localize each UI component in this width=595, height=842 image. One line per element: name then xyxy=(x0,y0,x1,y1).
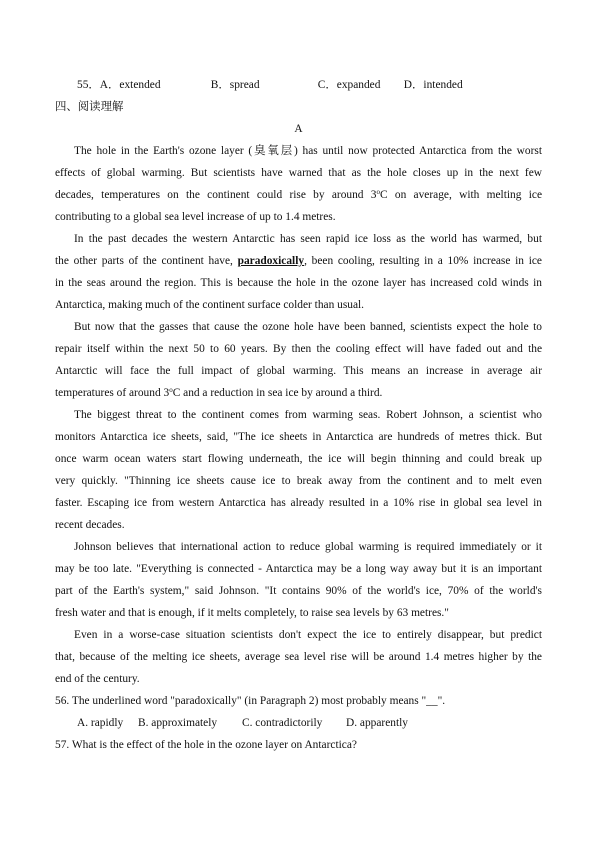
degree-superscript: o xyxy=(376,188,380,196)
option-c: C．expanded xyxy=(317,79,381,91)
paragraph-2 xyxy=(55,232,542,313)
question-55-options xyxy=(55,78,542,93)
option-d: D．intended xyxy=(403,79,463,91)
paragraph-6 xyxy=(55,628,542,687)
question-56-stem: 56. The underlined word "paradoxically" (in Paragraph 2) most probably means "__". xyxy=(55,695,446,707)
text-line: faster. Escaping ice from western Antarctica has already resulted in a 10% rise in global sea level in xyxy=(55,497,542,509)
passage-title: A xyxy=(294,123,303,135)
option-a: A．extended xyxy=(99,79,161,91)
question-55-number: 55． xyxy=(77,79,100,91)
paragraph-1 xyxy=(55,144,542,225)
degree-superscript: o xyxy=(169,386,173,394)
section-heading: 四、阅读理解 xyxy=(55,101,124,113)
paragraph-3 xyxy=(55,320,542,401)
text-line: Johnson believes that international action to reduce global warming is required immediately or it xyxy=(74,541,542,553)
text-line: end of the century. xyxy=(55,673,140,685)
paragraph-5 xyxy=(55,540,542,621)
option-d: D. apparently xyxy=(346,717,408,729)
option-c: C. contradictorily xyxy=(242,717,323,729)
text-line: But now that the gasses that cause the ozone hole have been banned, scientists expect the hole to xyxy=(74,321,542,333)
text-line: part of the Earth's system," said Johnson. "It contains 90% of the world's ice, 70% of the world's xyxy=(55,585,542,597)
text-line: Antarctica, making much of the continent surface colder than usual. xyxy=(55,299,365,311)
text-line: temperatures of around 3$^o$C and a reduction in sea ice by around a third. xyxy=(55,386,383,399)
option-b: B．spread xyxy=(210,79,260,91)
option-b: B. approximately xyxy=(138,717,218,729)
underlined-keyword: paradoxically xyxy=(237,255,305,267)
text-line: effects of global warming. But scientists have warned that as the hole closes up in the next few xyxy=(55,167,542,179)
text-line: Even in a worse-case situation scientists don't expect the ice to entirely disappear, but predict xyxy=(74,629,542,641)
option-a: A. rapidly xyxy=(77,717,124,729)
text-line: recent decades. xyxy=(55,519,125,531)
exam-page xyxy=(55,78,542,760)
text-line: that, because of the melting ice sheets, average sea level rise will be around 1.4 metres higher by the xyxy=(55,651,542,663)
text-line: Antarctic will face the full impact of global warming. This means an increase in average air xyxy=(55,365,542,377)
text-line: decades, temperatures on the continent could rise by around 3$^o$C on average, with melting ice xyxy=(55,188,542,201)
text-line: monitors Antarctica ice sheets, said, "The ice sheets in Antarctica are hundreds of metres thick. But xyxy=(55,431,542,443)
text-line: The biggest threat to the continent comes from warming seas. Robert Johnson, a scientist who xyxy=(74,409,542,421)
text-line: the other parts of the continent have, paradoxically, been cooling, resulting in a 10% increase in ice xyxy=(55,255,542,267)
question-57-stem: 57. What is the effect of the hole in the ozone layer on Antarctica? xyxy=(55,739,357,751)
text-line: In the past decades the western Antarctic has seen rapid ice loss as the world has warmed, but xyxy=(74,233,542,245)
text-line: once warm ocean waters start flowing underneath, the ice will begin thinning and could break up xyxy=(55,453,542,465)
question-56-options xyxy=(55,716,542,731)
paragraph-4 xyxy=(55,408,542,533)
text-line: The hole in the Earth's ozone layer (臭氧层) has until now protected Antarctica from the worst xyxy=(74,145,542,157)
text-line: repair itself within the next 50 to 60 years. By then the cooling effect will have faded out and the xyxy=(55,343,542,355)
text-line: in the seas around the region. This is because the hole in the ozone layer has increased cold winds in xyxy=(55,277,542,289)
text-line: very quickly. "Thinning ice sheets cause ice to break away from the continent and to melt even xyxy=(55,475,542,487)
text-line: fresh water and that is enough, if it melts completely, to raise sea levels by 63 metres." xyxy=(55,607,449,619)
text-line: may be too late. "Everything is connected - Antarctica may be a long way away but it is an important xyxy=(55,563,542,575)
text-line: contributing to a global sea level increase of up to 1.4 metres. xyxy=(55,211,336,223)
